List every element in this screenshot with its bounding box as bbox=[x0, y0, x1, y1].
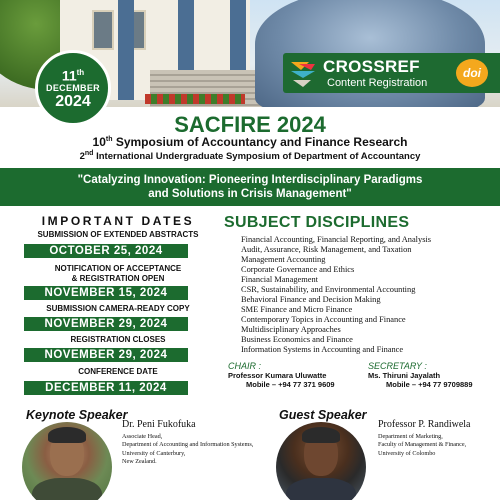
speaker-shirt bbox=[32, 478, 102, 500]
list-item: Management Accounting bbox=[241, 255, 326, 264]
important-dates-heading: IMPORTANT DATES bbox=[41, 214, 195, 228]
speaker-hair bbox=[302, 427, 340, 443]
list-item: Corporate Governance and Ethics bbox=[241, 265, 355, 274]
affiliation-line: Department of Marketing, bbox=[378, 433, 443, 440]
affiliation-line: University of Colombo bbox=[378, 449, 436, 457]
affiliation-line: Faculty of Management & Finance, bbox=[378, 441, 467, 449]
date-value: DECEMBER 11, 2024 bbox=[24, 381, 188, 395]
subject-list bbox=[241, 235, 496, 355]
affiliation-line: University of Canterbury, bbox=[122, 449, 186, 457]
list-item: SME Finance and Micro Finance bbox=[241, 305, 353, 314]
crossref-subtitle: Content Registration bbox=[327, 77, 428, 89]
date-value: NOVEMBER 29, 2024 bbox=[24, 317, 188, 331]
chair-mobile: Mobile – +94 77 371 9609 bbox=[246, 380, 335, 389]
crossref-banner bbox=[283, 53, 500, 93]
list-item: Financial Management bbox=[241, 275, 318, 284]
chair-label: CHAIR : bbox=[228, 361, 262, 371]
crossref-title: CROSSREF bbox=[323, 57, 420, 76]
date-value: OCTOBER 25, 2024 bbox=[24, 244, 188, 258]
keynote-speaker-photo bbox=[22, 422, 112, 500]
guest-speaker-name: Professor P. Randiwela bbox=[378, 419, 471, 430]
secretary-name: Ms. Thiruni Jayalath bbox=[368, 371, 441, 380]
building-column bbox=[118, 0, 134, 100]
keynote-speaker-affiliation bbox=[122, 433, 253, 467]
list-item: Financial Accounting, Financial Reporting, and Analysis bbox=[241, 235, 432, 244]
secretary-label: SECRETARY : bbox=[368, 361, 427, 371]
guest-speaker-photo bbox=[276, 422, 366, 500]
building-window bbox=[92, 10, 114, 50]
page-title: SACFIRE 2024 bbox=[174, 112, 326, 137]
doi-badge: doi bbox=[456, 59, 488, 87]
date-year: 2024 bbox=[55, 92, 91, 110]
affiliation-line: Associate Head, bbox=[122, 433, 163, 440]
date-label: NOTIFICATION OF ACCEPTANCE bbox=[54, 264, 182, 273]
date-label: & REGISTRATION OPEN bbox=[71, 274, 165, 283]
date-value: NOVEMBER 15, 2024 bbox=[24, 286, 188, 300]
guest-speaker-heading: Guest Speaker bbox=[279, 408, 367, 422]
date-label: SUBMISSION CAMERA-READY COPY bbox=[46, 304, 190, 313]
theme-line-1: "Catalyzing Innovation: Pioneering Interdisciplinary Paradigms bbox=[77, 174, 423, 186]
theme-banner bbox=[0, 168, 500, 206]
list-item: Behavioral Finance and Decision Making bbox=[241, 295, 381, 304]
crossref-logo-icon bbox=[289, 58, 317, 88]
affiliation-line: New Zealand. bbox=[122, 458, 157, 466]
affiliation-line: Department of Accounting and Information Systems, bbox=[122, 441, 254, 449]
flower-bed bbox=[145, 94, 245, 104]
date-label: SUBMISSION OF EXTENDED ABSTRACTS bbox=[37, 230, 199, 239]
chair-name: Professor Kumara Uluwatte bbox=[228, 371, 327, 380]
list-item: Information Systems in Accounting and Finance bbox=[241, 345, 404, 354]
date-value: NOVEMBER 29, 2024 bbox=[24, 348, 188, 362]
subject-disciplines-heading: SUBJECT DISCIPLINES bbox=[224, 214, 410, 231]
date-day: 11th bbox=[61, 67, 85, 84]
guest-speaker-affiliation bbox=[378, 433, 466, 458]
list-item: Business Economics and Finance bbox=[241, 335, 353, 344]
undergrad-subtitle: 2nd International Undergraduate Symposium of Department of Accountancy bbox=[79, 150, 421, 163]
speaker-shirt bbox=[286, 478, 356, 500]
keynote-speaker-name: Dr. Peni Fukofuka bbox=[122, 419, 196, 430]
list-item: CSR, Sustainability, and Environmental Accounting bbox=[241, 285, 416, 294]
list-item: Audit, Assurance, Risk Management, and Taxation bbox=[241, 245, 412, 254]
speaker-hair bbox=[48, 427, 86, 443]
symposium-subtitle: 10th Symposium of Accountancy and Finance Research bbox=[92, 135, 408, 149]
keynote-speaker-heading: Keynote Speaker bbox=[26, 408, 128, 422]
date-label: CONFERENCE DATE bbox=[78, 367, 158, 376]
date-label: REGISTRATION CLOSES bbox=[70, 335, 166, 344]
list-item: Multidisciplinary Approaches bbox=[241, 325, 341, 334]
secretary-mobile: Mobile – +94 77 9709889 bbox=[386, 380, 473, 389]
list-item: Contemporary Topics in Accounting and Finance bbox=[241, 315, 406, 324]
theme-line-2: and Solutions in Crisis Management" bbox=[148, 188, 352, 200]
date-month: DECEMBER bbox=[46, 82, 100, 93]
